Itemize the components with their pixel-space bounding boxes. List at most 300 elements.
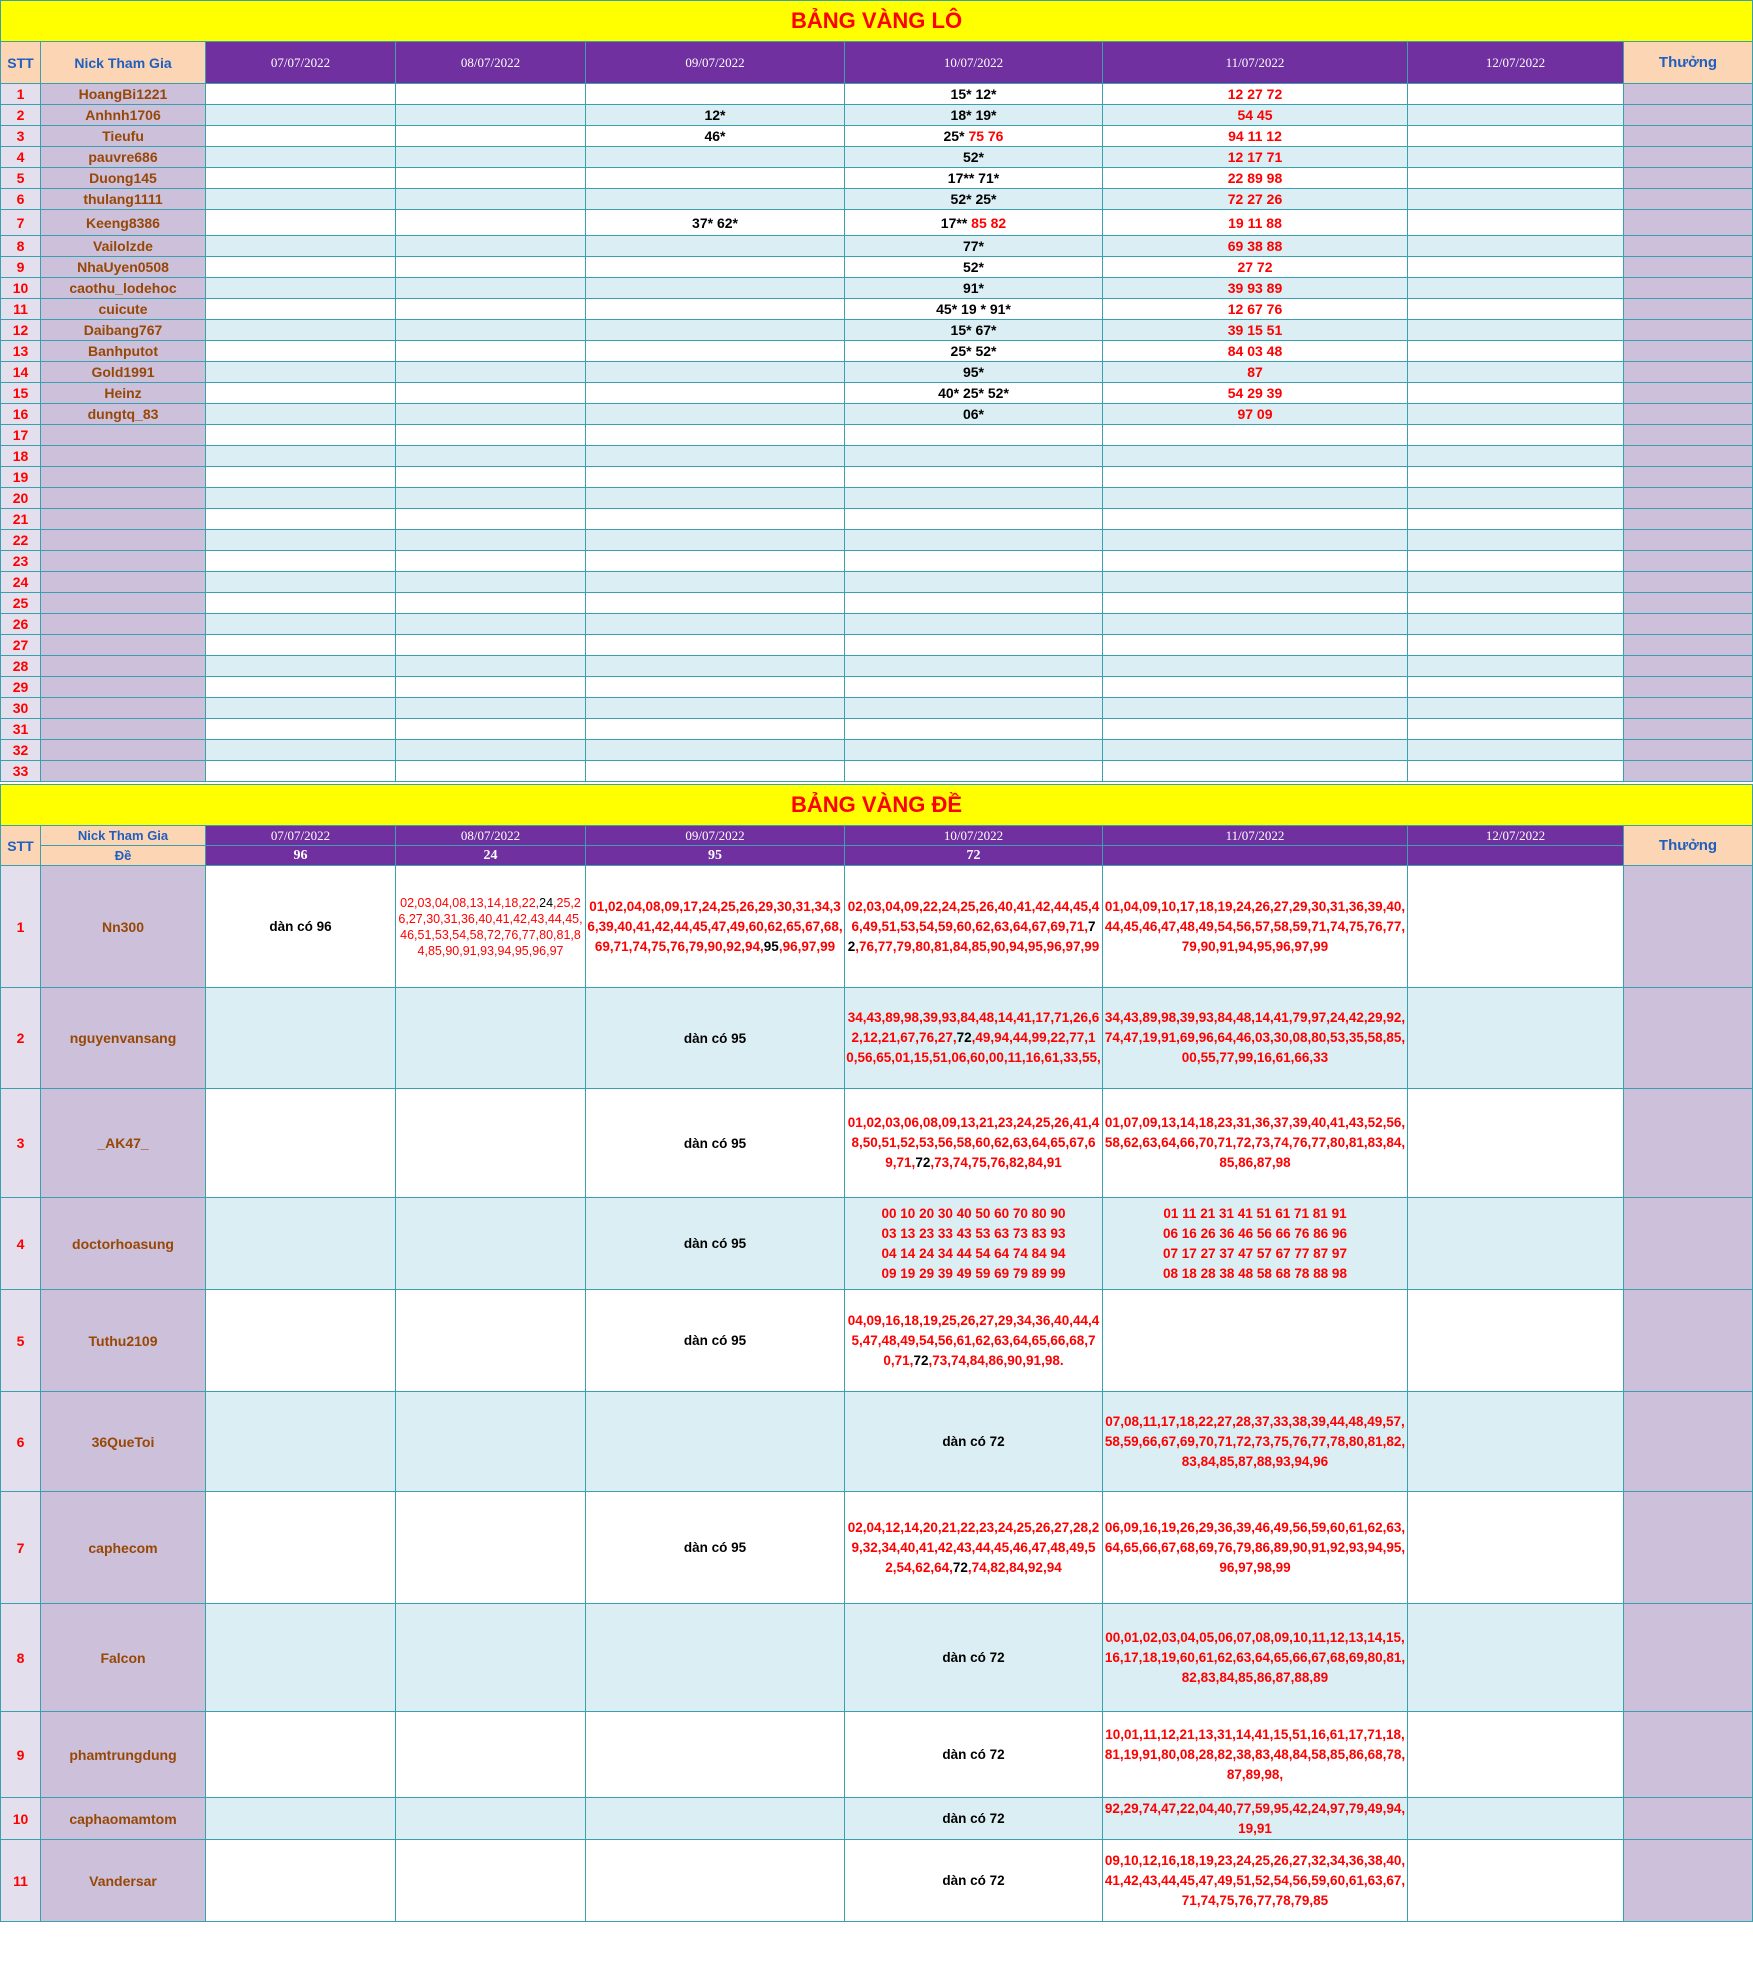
pick-cell [1408, 1604, 1624, 1712]
pick-cell [845, 635, 1103, 656]
pick-numbers: 39 15 51 [1227, 322, 1283, 338]
de-result: 72 [845, 846, 1103, 866]
row-number: 6 [1, 189, 41, 210]
pick-cell [845, 126, 1103, 147]
player-nick: Duong145 [41, 168, 206, 189]
prize-cell [1624, 341, 1753, 362]
pick-numbers: 84 03 48 [1227, 343, 1283, 359]
row-number: 2 [1, 105, 41, 126]
table-row [1, 147, 1753, 168]
pick-cell [845, 320, 1103, 341]
row-number: 10 [1, 1798, 41, 1840]
player-nick [41, 572, 206, 593]
table-row [1, 509, 1753, 530]
de-date-header: 08/07/2022 [396, 826, 586, 846]
pick-cell [1103, 698, 1408, 719]
pick-cell [1103, 147, 1408, 168]
pick-cell [1103, 488, 1408, 509]
table-row [1, 1712, 1753, 1798]
row-number: 10 [1, 278, 41, 299]
pick-cell [396, 1712, 586, 1798]
prize-cell [1624, 740, 1753, 761]
pick-line: 09 19 29 39 49 59 69 79 89 99 [881, 1265, 1066, 1281]
pick-numbers: 72 [956, 1030, 972, 1045]
de-nick-header: Nick Tham Gia [41, 826, 206, 846]
pick-cell [586, 467, 845, 488]
prize-cell [1624, 1392, 1753, 1492]
table-row [1, 446, 1753, 467]
pick-cell [396, 1290, 586, 1392]
pick-cell [586, 614, 845, 635]
row-number: 18 [1, 446, 41, 467]
pick-cell [586, 362, 845, 383]
pick-cell [206, 147, 396, 168]
dan-label: dàn có 96 [269, 919, 332, 934]
player-nick: Daibang767 [41, 320, 206, 341]
player-nick: Banhputot [41, 341, 206, 362]
row-number: 9 [1, 1712, 41, 1798]
pick-cell [1408, 257, 1624, 278]
player-nick: Vailolzde [41, 236, 206, 257]
pick-cell [845, 1798, 1103, 1840]
pick-cell [845, 189, 1103, 210]
pick-cell [1103, 509, 1408, 530]
pick-cell [845, 698, 1103, 719]
prize-cell [1624, 383, 1753, 404]
table-row [1, 210, 1753, 236]
row-number: 26 [1, 614, 41, 635]
player-nick [41, 509, 206, 530]
player-nick: nguyenvansang [41, 988, 206, 1089]
pick-cell [396, 698, 586, 719]
prize-cell [1624, 467, 1753, 488]
table-row [1, 467, 1753, 488]
pick-cell [1103, 404, 1408, 425]
pick-cell [206, 866, 396, 988]
table-row [1, 105, 1753, 126]
pick-cell [206, 168, 396, 189]
pick-cell [1103, 299, 1408, 320]
row-number: 15 [1, 383, 41, 404]
pick-cell [845, 1198, 1103, 1290]
pick-cell [396, 488, 586, 509]
de-result: 96 [206, 846, 396, 866]
prize-cell [1624, 635, 1753, 656]
pick-numbers: 12 67 76 [1227, 301, 1283, 317]
pick-numbers: 34,43,89,98,39,93,84,48,14,41,17,71,26,62,12,21,67,76,27, [847, 1010, 1100, 1045]
pick-numbers: 12 27 72 [1227, 86, 1283, 102]
pick-cell [586, 1840, 845, 1922]
prize-cell [1624, 1492, 1753, 1604]
pick-cell [586, 1089, 845, 1198]
pick-numbers: 10,01,11,12,21,13,31,14,41,15,51,16,61,17,71,18,81,19,91,80,08,28,82,38,83,48,84,58,85,86,68,78,87,89,98, [1104, 1726, 1406, 1782]
table-row [1, 299, 1753, 320]
prize-cell [1624, 719, 1753, 740]
pick-cell [845, 761, 1103, 782]
table-row [1, 719, 1753, 740]
de-date-header: 12/07/2022 [1408, 826, 1624, 846]
pick-cell [206, 551, 396, 572]
lo-date-header: 07/07/2022 [206, 42, 396, 84]
prize-cell [1624, 425, 1753, 446]
player-nick [41, 761, 206, 782]
pick-numbers: 07,08,11,17,18,22,27,28,37,33,38,39,44,48,49,57,58,59,66,67,69,70,71,72,73,75,76,77,78,80,81,82,83,84,85,87,88,93,94,96 [1104, 1413, 1406, 1469]
pick-cell [1408, 551, 1624, 572]
player-nick: Vandersar [41, 1840, 206, 1922]
pick-cell [586, 593, 845, 614]
pick-cell [396, 635, 586, 656]
pick-cell [396, 988, 586, 1089]
pick-cell [586, 236, 845, 257]
pick-cell [206, 1089, 396, 1198]
pick-numbers: 25* 52* [950, 343, 997, 359]
pick-cell [1408, 509, 1624, 530]
de-date-header: 11/07/2022 [1103, 826, 1408, 846]
row-number: 8 [1, 236, 41, 257]
table-row [1, 126, 1753, 147]
pick-cell [1408, 488, 1624, 509]
pick-cell [586, 509, 845, 530]
de-prize-header: Thưởng [1624, 826, 1753, 866]
pick-cell [206, 1604, 396, 1712]
row-number: 27 [1, 635, 41, 656]
pick-cell [845, 446, 1103, 467]
player-nick: Anhnh1706 [41, 105, 206, 126]
pick-cell [586, 635, 845, 656]
table-row [1, 656, 1753, 677]
player-nick: Heinz [41, 383, 206, 404]
pick-cell [1408, 1089, 1624, 1198]
pick-cell [845, 362, 1103, 383]
prize-cell [1624, 698, 1753, 719]
pick-cell [1408, 147, 1624, 168]
player-nick: cuicute [41, 299, 206, 320]
pick-cell [586, 383, 845, 404]
pick-cell [396, 1089, 586, 1198]
pick-cell [396, 404, 586, 425]
prize-cell [1624, 299, 1753, 320]
pick-cell [1103, 383, 1408, 404]
prize-cell [1624, 572, 1753, 593]
pick-cell [845, 168, 1103, 189]
pick-line: 04 14 24 34 44 54 64 74 84 94 [881, 1245, 1066, 1261]
pick-numbers: 87 [1247, 364, 1263, 380]
pick-cell [586, 656, 845, 677]
pick-cell [1103, 210, 1408, 236]
prize-cell [1624, 677, 1753, 698]
lo-date-header: 08/07/2022 [396, 42, 586, 84]
prize-cell [1624, 84, 1753, 105]
pick-numbers: 69 38 88 [1227, 238, 1283, 254]
pick-cell [1103, 740, 1408, 761]
pick-cell [1103, 189, 1408, 210]
player-nick: thulang1111 [41, 189, 206, 210]
pick-cell [845, 84, 1103, 105]
pick-numbers: 24 [539, 895, 554, 910]
pick-numbers: 85 82 [971, 214, 1007, 231]
pick-cell [586, 1798, 845, 1840]
pick-cell [206, 988, 396, 1089]
table-row [1, 404, 1753, 425]
pick-cell [1103, 84, 1408, 105]
row-number: 1 [1, 866, 41, 988]
player-nick: Tieufu [41, 126, 206, 147]
pick-cell [1103, 1290, 1408, 1392]
pick-cell [1103, 719, 1408, 740]
pick-cell [586, 866, 845, 988]
pick-cell [845, 404, 1103, 425]
pick-cell [206, 467, 396, 488]
pick-cell [1408, 635, 1624, 656]
player-nick [41, 446, 206, 467]
pick-cell [1408, 866, 1624, 988]
pick-cell [845, 740, 1103, 761]
pick-numbers: 52* 25* [950, 191, 997, 207]
pick-cell [206, 189, 396, 210]
pick-cell [396, 446, 586, 467]
pick-cell [206, 126, 396, 147]
prize-cell [1624, 1604, 1753, 1712]
pick-cell [1408, 740, 1624, 761]
prize-cell [1624, 509, 1753, 530]
pick-cell [1408, 761, 1624, 782]
pick-cell [396, 509, 586, 530]
pick-cell [845, 383, 1103, 404]
pick-cell [1408, 126, 1624, 147]
pick-numbers: 01,02,04,08,09,17,24,25,26,29,30,31,34,36,39,40,41,42,44,45,47,49,60,62,65,67,68,69,71,74,75,76,79,90,92,94, [587, 898, 843, 954]
table-row [1, 1798, 1753, 1840]
player-nick [41, 740, 206, 761]
pick-numbers: 01,07,09,13,14,18,23,31,36,37,39,40,41,43,52,56,58,62,63,64,66,70,71,72,73,74,76,77,80,81,83,84,85,86,87,98 [1104, 1115, 1406, 1170]
pick-cell [396, 320, 586, 341]
row-number: 14 [1, 362, 41, 383]
pick-cell [396, 299, 586, 320]
table-row [1, 1840, 1753, 1922]
pick-cell [586, 1492, 845, 1604]
pick-cell [396, 740, 586, 761]
prize-cell [1624, 1198, 1753, 1290]
pick-cell [1408, 105, 1624, 126]
pick-cell [1408, 1712, 1624, 1798]
pick-cell [1103, 257, 1408, 278]
pick-cell [396, 341, 586, 362]
table-row [1, 1492, 1753, 1604]
row-number: 12 [1, 320, 41, 341]
pick-line: 01 11 21 31 41 51 61 71 81 91 [1163, 1205, 1347, 1221]
pick-cell [1408, 84, 1624, 105]
prize-cell [1624, 404, 1753, 425]
table-row [1, 572, 1753, 593]
pick-cell [586, 341, 845, 362]
pick-numbers: 75 76 [968, 128, 1004, 144]
pick-cell [586, 988, 845, 1089]
prize-cell [1624, 257, 1753, 278]
prize-cell [1624, 1089, 1753, 1198]
pick-cell [845, 866, 1103, 988]
pick-cell [396, 1798, 586, 1840]
pick-cell [586, 1392, 845, 1492]
table-row [1, 1089, 1753, 1198]
pick-cell [1408, 593, 1624, 614]
pick-numbers: 77* [962, 238, 985, 254]
pick-cell [586, 404, 845, 425]
pick-cell [845, 530, 1103, 551]
pick-cell [206, 698, 396, 719]
pick-cell [586, 530, 845, 551]
pick-cell [845, 1392, 1103, 1492]
pick-cell [1103, 988, 1408, 1089]
pick-cell [845, 257, 1103, 278]
pick-numbers: 04,09,16,18,19,25,26,27,29,34,36,40,44,45,47,48,49,54,56,61,62,63,64,65,66,68,70,71, [847, 1312, 1100, 1368]
pick-numbers: 15* 12* [950, 86, 997, 102]
prize-cell [1624, 530, 1753, 551]
row-number: 4 [1, 147, 41, 168]
pick-cell [206, 236, 396, 257]
pick-numbers: 06* [962, 406, 985, 422]
pick-numbers: 72 27 26 [1227, 191, 1283, 207]
pick-cell [845, 1712, 1103, 1798]
row-number: 24 [1, 572, 41, 593]
row-number: 21 [1, 509, 41, 530]
pick-cell [586, 551, 845, 572]
pick-numbers: ,49,94,44,99,22,77,10,56,65,01,15,51,06,60,00,11,16,61,33,55, [846, 1030, 1101, 1065]
pick-cell [206, 1712, 396, 1798]
pick-cell [1103, 168, 1408, 189]
table-row [1, 84, 1753, 105]
de-label-header: Đề [41, 846, 206, 866]
pick-numbers: 09,10,12,16,18,19,23,24,25,26,27,32,34,36,38,40,41,42,43,44,45,47,49,51,52,54,56,59,60,61,63,67,71,74,75,76,77,78,79,85 [1104, 1852, 1406, 1908]
pick-cell [845, 1604, 1103, 1712]
pick-numbers: 37* 62* [692, 214, 738, 231]
pick-numbers: ,76,77,79,80,81,84,85,90,94,95,96,97,99 [855, 938, 1100, 954]
pick-cell [206, 257, 396, 278]
prize-cell [1624, 614, 1753, 635]
pick-numbers: 02,03,04,08,13,14,18,22, [400, 895, 540, 910]
pick-numbers: 72 [847, 918, 1096, 954]
pick-cell [396, 147, 586, 168]
table-row [1, 593, 1753, 614]
pick-cell [396, 236, 586, 257]
pick-cell [206, 740, 396, 761]
lo-title: BẢNG VÀNG LÔ [1, 1, 1753, 42]
pick-cell [396, 1840, 586, 1922]
pick-cell [396, 593, 586, 614]
pick-cell [1408, 189, 1624, 210]
pick-cell [1103, 761, 1408, 782]
pick-numbers: 94 11 12 [1228, 128, 1282, 144]
pick-cell [206, 84, 396, 105]
pick-cell [1103, 530, 1408, 551]
pick-numbers: 52* [962, 259, 985, 275]
pick-cell [206, 509, 396, 530]
player-nick [41, 530, 206, 551]
pick-cell [206, 1840, 396, 1922]
pick-cell [1408, 530, 1624, 551]
row-number: 7 [1, 1492, 41, 1604]
pick-cell [845, 656, 1103, 677]
pick-cell [396, 614, 586, 635]
prize-cell [1624, 126, 1753, 147]
pick-cell [586, 257, 845, 278]
row-number: 4 [1, 1198, 41, 1290]
pick-numbers: 06,09,16,19,26,29,36,39,46,49,56,59,60,61,62,63,64,65,66,67,68,69,76,79,86,89,90,91,92,93,94,95,96,97,98,99 [1104, 1519, 1406, 1575]
row-number: 25 [1, 593, 41, 614]
player-nick [41, 656, 206, 677]
pick-numbers: 95 [763, 938, 779, 954]
pick-cell [586, 1604, 845, 1712]
player-nick: doctorhoasung [41, 1198, 206, 1290]
pick-cell [396, 1392, 586, 1492]
de-table [0, 784, 1753, 1922]
pick-cell [396, 572, 586, 593]
pick-cell [396, 168, 586, 189]
pick-cell [396, 551, 586, 572]
table-row [1, 614, 1753, 635]
lo-date-header: 10/07/2022 [845, 42, 1103, 84]
pick-cell [206, 425, 396, 446]
prize-cell [1624, 593, 1753, 614]
de-date-header: 09/07/2022 [586, 826, 845, 846]
pick-cell [845, 1089, 1103, 1198]
pick-numbers: 25* [943, 128, 969, 144]
row-number: 29 [1, 677, 41, 698]
pick-cell [396, 677, 586, 698]
pick-cell [1103, 105, 1408, 126]
pick-line: 03 13 23 33 43 53 63 73 83 93 [881, 1225, 1066, 1241]
table-row [1, 1290, 1753, 1392]
pick-cell [845, 210, 1103, 236]
player-nick [41, 488, 206, 509]
player-nick: Tuthu2109 [41, 1290, 206, 1392]
pick-cell [586, 320, 845, 341]
pick-numbers: ,73,74,84,86,90,91,98. [928, 1352, 1064, 1368]
player-nick [41, 593, 206, 614]
pick-cell [586, 677, 845, 698]
pick-cell [1103, 320, 1408, 341]
lo-stt-header: STT [1, 42, 41, 84]
dan-label: dàn có 72 [942, 1434, 1005, 1449]
pick-cell [1408, 383, 1624, 404]
pick-cell [845, 467, 1103, 488]
lo-prize-header: Thưởng [1624, 42, 1753, 84]
table-row [1, 740, 1753, 761]
player-nick: dungtq_83 [41, 404, 206, 425]
pick-numbers: 45* 19 * 91* [936, 301, 1011, 317]
player-nick: Gold1991 [41, 362, 206, 383]
player-nick [41, 467, 206, 488]
pick-numbers: 19 11 88 [1228, 214, 1282, 231]
pick-cell [845, 236, 1103, 257]
dan-label: dàn có 95 [683, 1333, 747, 1348]
pick-numbers: ,73,74,75,76,82,84,91 [930, 1155, 1062, 1170]
pick-cell [206, 362, 396, 383]
pick-cell [1103, 1089, 1408, 1198]
pick-cell [1103, 467, 1408, 488]
pick-cell [1103, 1604, 1408, 1712]
table-row [1, 320, 1753, 341]
prize-cell [1624, 189, 1753, 210]
pick-cell [845, 1840, 1103, 1922]
pick-cell [845, 509, 1103, 530]
pick-cell [586, 84, 845, 105]
pick-numbers: 01,04,09,10,17,18,19,24,26,27,29,30,31,36,39,40,44,45,46,47,48,49,54,56,57,58,59,71,74,75,76,77,79,90,91,94,95,96,97,99 [1104, 898, 1406, 954]
table-row [1, 236, 1753, 257]
pick-cell [206, 383, 396, 404]
pick-cell [1103, 677, 1408, 698]
pick-cell [1408, 467, 1624, 488]
pick-cell [1408, 425, 1624, 446]
pick-cell [1408, 572, 1624, 593]
